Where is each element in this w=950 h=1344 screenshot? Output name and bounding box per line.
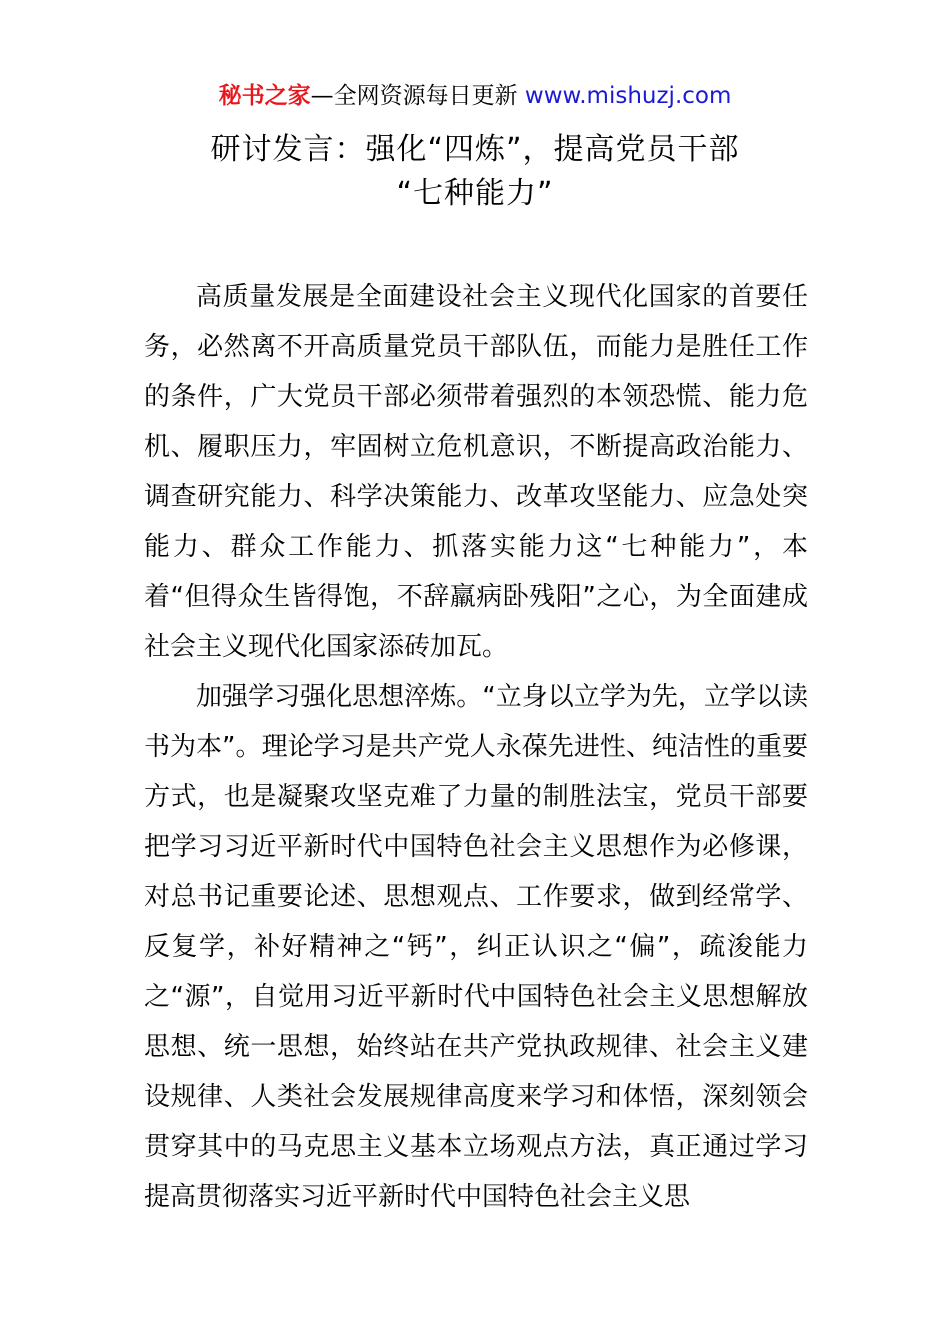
site-header — [0, 80, 950, 112]
site-brand: 秘书之家 — [218, 83, 311, 109]
title-line-1: 研讨发言：强化“四炼”，提高党员干部 — [210, 132, 740, 167]
document-body — [144, 272, 808, 1222]
document-title — [0, 128, 950, 216]
title-line-2: “七种能力” — [396, 176, 554, 211]
site-tagline: —全网资源每日更新 — [310, 83, 518, 109]
site-url-link[interactable]: www.mishuzj.com — [524, 83, 732, 109]
body-paragraph: 高质量发展是全面建设社会主义现代化国家的首要任务，必然离不开高质量党员干部队伍，而能力是胜任工作的条件，广大党员干部必须带着强烈的本领恐慌、能力危机、履职压力，牢固树立危机意识，不断提高政治能力、调查研究能力、科学决策能力、改革攻坚能力、应急处突能力、群众工作能力、抓落实能力这“七种能力”，本着“但得众生皆得饱，不辞羸病卧残阳”之心，为全面建成社会主义现代化国家添砖加瓦。 — [144, 282, 808, 662]
body-paragraph: 加强学习强化思想淬炼。“立身以立学为先，立学以读书为本”。理论学习是共产党人永葆先进性、纯洁性的重要方式，也是凝聚攻坚克难了力量的制胜法宝，党员干部要把学习习近平新时代中国特色社会主义思想作为必修课，对总书记重要论述、思想观点、工作要求，做到经常学、反复学，补好精神之“钙”，纠正认识之“偏”，疏浚能力之“源”，自觉用习近平新时代中国特色社会主义思想解放思想、统一思想，始终站在共产党执政规律、社会主义建设规律、人类社会发展规律高度来学习和体悟，深刻领会贯穿其中的马克思主义基本立场观点方法，真正通过学习提高贯彻落实习近平新时代中国特色社会主义思 — [144, 682, 808, 1212]
